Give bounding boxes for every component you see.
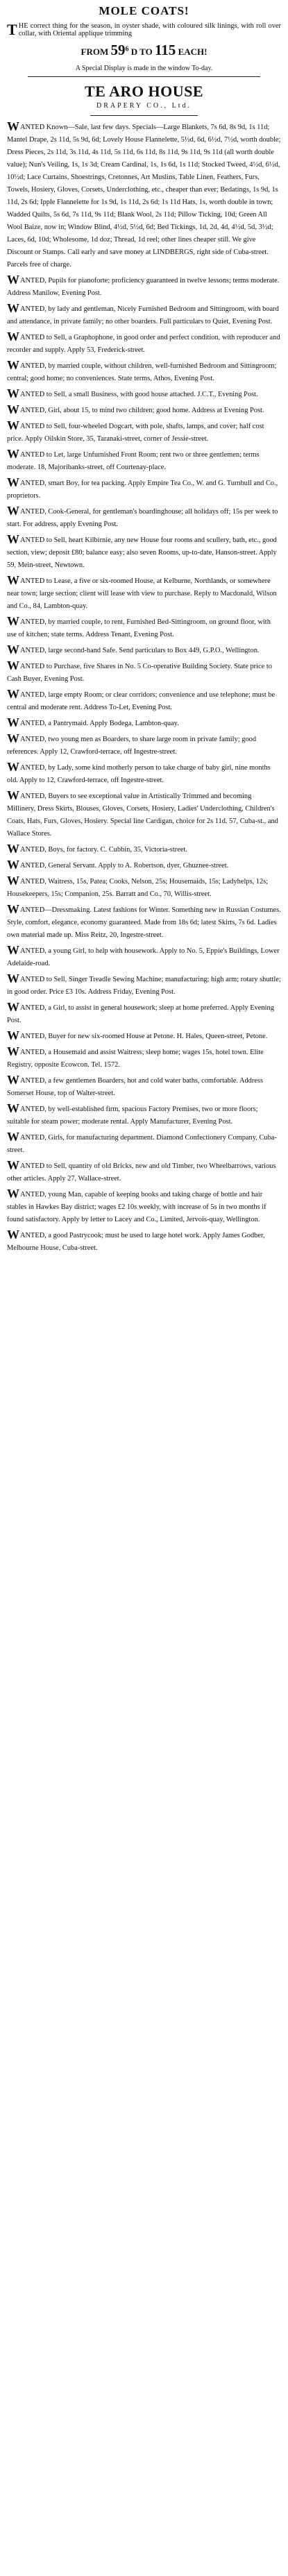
ad-drop-cap: W (7, 643, 19, 656)
classified-ad (7, 574, 281, 611)
newspaper-column (0, 0, 288, 1253)
ad-text: ANTED, by well-established firm, spacious Factory Premises, two or more floors; suitable for steam power; moderate rental. Apply Manufacturer, Evening Post. (7, 1105, 258, 1126)
intro-text: HE correct thing for the season, in oyster shade, with coloured silk linings, with roll over collar, with Oriental applique trimming (18, 22, 281, 38)
ad-drop-cap: W (7, 448, 19, 461)
ad-drop-cap: W (7, 858, 19, 872)
ad-drop-cap: W (7, 944, 19, 958)
classified-ad (7, 1001, 281, 1026)
ad-text: ANTED, by married couple, to rent, Furnished Bed-Sittingroom, on ground floor, with use of kitchen; state terms. Address Tenant, Evening Post. (7, 618, 271, 639)
ad-text: ANTED to Sell, four-wheeled Dogcart, with pole, shafts, lamps, and cover; half cost price. Apply Oilskin Store, 35, Taranaki-street, corner of Jessie-street. (7, 423, 264, 443)
classified-ad (7, 1074, 281, 1099)
ad-text: ANTED to Let, large Unfurnished Front Room; rent two or three gentlemen; terms moderate. 18, Majoribanks-street, off Courtenay-place. (7, 451, 260, 472)
ad-text: ANTED to Sell, a small Business, with good house attached. J.C.T., Evening Post. (20, 391, 258, 399)
ad-text: ANTED to Sell, quantity of old Bricks, new and old Timber, two Wheelbarrows, various other articles. Apply 27, Wallace-street. (7, 1162, 276, 1183)
classified-ad (7, 476, 281, 501)
classified-ad (7, 659, 281, 684)
ad-text: ANTED, by lady and gentleman, Nicely Furnished Bedroom and Sittingroom, with board and attendance, in private family; no other boarders. Full particulars to Quiet, Evening Post. (7, 305, 279, 326)
ad-drop-cap: W (7, 761, 19, 774)
classified-ad (7, 858, 281, 871)
ad-text: ANTED, two young men as Boarders, to share large room in private family; good references. Apply 12, Crawford-terrace, off Ingestre-street. (7, 736, 257, 756)
ad-drop-cap: W (7, 1130, 19, 1144)
classified-ad (7, 1228, 281, 1253)
classified-ad (7, 688, 281, 713)
classified-ad (7, 615, 281, 640)
classified-ad (7, 387, 281, 400)
ad-drop-cap: W (7, 419, 19, 433)
ad-text: ANTED, a good Pastrycook; must be used to large hotel work. Apply James Godber, Melbourne House, Cuba-street. (7, 1232, 265, 1253)
classified-ad (7, 716, 281, 729)
classified-ad (7, 972, 281, 997)
ad-drop-cap: W (7, 505, 19, 518)
classified-ad (7, 273, 281, 298)
ad-text: ANTED, by married couple, without children, well-furnished Bedroom and Sittingroom; central; good home; no conveniences. State terms, Athos, Evening Post. (7, 362, 277, 383)
ad-text: ANTED, Pupils for pianoforte; proficiency guaranteed in twelve lessons; terms moderate. Address Manilow, Evening Post. (7, 277, 280, 298)
classified-ad (7, 330, 281, 355)
classified-ad (7, 419, 281, 444)
divider (28, 76, 260, 77)
ad-text: ANTED to Sell, a Graphophone, in good order and perfect condition, with reproducer and recorder and supply. Apply 53, Frederick-street. (7, 334, 280, 355)
classified-ad (7, 120, 281, 270)
ad-drop-cap: W (7, 972, 19, 986)
ad-drop-cap: W (7, 476, 19, 490)
price-high: 115 (154, 42, 176, 59)
ad-text: ANTED, young Man, capable of keeping books and taking charge of bottle and hair stables in Hawkes Bay district; wages £2 10s weekly, with increase of 5s in two months if found satisfactory. Apply by letter to Lacey and Co., Limited, Jervois-quay, Wellington. (7, 1191, 266, 1224)
ad-drop-cap: W (7, 789, 19, 803)
ad-text: ANTED, by Lady, some kind motherly person to take charge of baby girl, nine months old. Apply to 12, Crawford-terrace, off Ingestre-street. (7, 764, 271, 785)
ad-text: ANTED to Lease, a five or six-roomed House, at Kelburne, Northlands, or somewhere near town; large section; client will lease with view to purchase. Reply to Macdonald, Wilson and Co., 84, Lambton-quay. (7, 577, 277, 611)
ad-text: ANTED, a few gentlemen Boarders, hot and cold water baths, comfortable. Address Somerset House, top of Walter-street. (7, 1077, 263, 1098)
price-to: D TO (130, 46, 153, 58)
ad-text: ANTED, Buyer for new six-roomed House at Petone. H. Hales, Queen-street, Petone. (20, 1033, 268, 1041)
ad-drop-cap: W (7, 903, 19, 917)
ad-drop-cap: W (7, 359, 19, 373)
classified-ad (7, 874, 281, 899)
ad-drop-cap: W (7, 403, 19, 416)
ad-text: ANTED, a Pantrymaid. Apply Bodega, Lambton-quay. (20, 720, 179, 728)
classified-ad (7, 761, 281, 786)
ad-text: ANTED, Boys, for factory. C. Cubbin, 35, Victoria-street. (20, 846, 187, 854)
classified-ad (7, 403, 281, 416)
store-subtitle: DRAPERY CO., Ltd. (96, 102, 192, 110)
classified-ad (7, 359, 281, 384)
mole-coats-intro (7, 22, 281, 37)
ad-text: ANTED, Buyers to see exceptional value in Artistically Trimmed and becoming Millinery, Dress Skirts, Blouses, Gloves, Corsets, Hosiery, Ladies' Underclothing, Children's Coats, Hats, Furs, Gloves, Hosiery. Special line Cardigan, choice for 2s 11d. 57, Cuba-st., and Wallace Stores. (7, 793, 278, 838)
classified-ad (7, 1187, 281, 1225)
classified-ads (7, 120, 281, 1253)
ad-drop-cap: W (7, 659, 19, 673)
classified-ad (7, 448, 281, 473)
classified-ad (7, 505, 281, 529)
store-name: TE ARO HOUSE (84, 83, 204, 101)
ad-drop-cap: W (7, 1074, 19, 1087)
price-line (7, 42, 281, 59)
ad-drop-cap: W (7, 1228, 19, 1242)
ad-text: ANTED, Waitress, 15s, Patea; Cooks, Nelson, 25s; Housemaids, 15s; Ladyhelps, 12s; Housekeepers, 15s; Companion, 25s. Barratt and Co., 70, Willis-street. (7, 878, 269, 899)
display-note: A Special Display is made in the window To-day. (75, 65, 213, 73)
ad-text: ANTED, a Housemaid and assist Waitress; sleep home; wages 15s, hotel town. Elite Registry, opposite Ecowcon. Tel. 1572. (7, 1049, 264, 1069)
ad-text: ANTED, a young Girl, to help with housework. Apply to No. 5, Eppie's Buildings, Lower Adelaide-road. (7, 947, 280, 968)
ad-drop-cap: W (7, 1187, 19, 1201)
mole-coats-heading: MOLE COATS! (99, 4, 189, 17)
classified-ad (7, 1130, 281, 1155)
ad-text: ANTED, Cook-General, for gentleman's boardinghouse; all holidays off; 15s per week to start. For address, apply Evening Post. (7, 508, 278, 529)
ad-drop-cap: W (7, 533, 19, 547)
ad-drop-cap: W (7, 688, 19, 702)
intro-drop-cap: T (7, 22, 17, 38)
classified-ad (7, 1159, 281, 1184)
ad-drop-cap: W (7, 874, 19, 888)
classified-ad (7, 842, 281, 855)
ad-text: ANTED to Purchase, five Shares in No. 5 Co-operative Building Society. State price to Cash Buyer, Evening Post. (7, 663, 272, 684)
ad-drop-cap: W (7, 1001, 19, 1015)
classified-ad (7, 944, 281, 969)
ad-drop-cap: W (7, 732, 19, 746)
ad-drop-cap: W (7, 1045, 19, 1059)
ad-text: ANTED to Sell, Singer Treadle Sewing Machine; manufacturing; high arm; rotary shuttle; in good order. Price £3 10s. Address Friday, Evening Post. (7, 976, 281, 997)
ad-drop-cap: W (7, 716, 19, 729)
ad-drop-cap: W (7, 120, 19, 134)
ad-drop-cap: W (7, 842, 19, 856)
ad-text: ANTED Known—Sale, last few days. Specials—Large Blankets, 7s 6d, 8s 9d, 1s 11d; Mantel Drape, 2s 11d, 5s 9d, 6d; Lovely House Flannelette, 5½d, 6d, 6½d, 7½d, worth double; Dress Pieces, 2s 11d, 3s 11d, 4s 11d, 5s 11d, 6s 11d, 8s 11d, 9s 11d, 9s 11d (all worth double value); Nun's Veiling, 1s, 1s 3d; Cream Cardinal, 1s, 1s 6d, 1s 11d; Stocked Tweed, 4½d, 6½d, 10½d; Lace Curtains, Shoestrings, Cretonnes, Art Muslins, Table Linen, Feathers, Furs, Towels, Hosiery, Gloves, Corsets, Underclothing, etc., cheaper than ever; Bedatings, 1s 9d, 1s 11d, 2s 6d; Ipple Flannelette for 1s 9d, 1s 11d, 2s 6d; 1s 11d Hats, 1s, worth double in town; Wadded Quilts, 5s 6d, 7s 11d, 9s 11d; Blank Wool, 2s 11d; Pillow Ticking, 10d; Green All Wool Baize, now in; Window Blind, 4½d, 5½d, 6d; Bed Tickings, 1d, 2d, 4d, 4½d, 5d, 3½d; Laces, 6d, 10d; Wholesome, 1d doz; Thread, 1d reel; other lines cheaper still. We give Discount or Stamps. Call early and save money at LINDBERGS, right side of Cuba-street. Parcels free of charge. (7, 124, 281, 269)
ad-drop-cap: W (7, 273, 19, 287)
classified-ad (7, 302, 281, 327)
price-low-pence: 6 (125, 46, 129, 54)
classified-ad (7, 732, 281, 757)
classified-ad (7, 1029, 281, 1042)
ad-text: ANTED, Girl, about 15, to mind two children; good home. Address at Evening Post. (20, 407, 264, 415)
price-each: EACH! (178, 46, 207, 58)
classified-ad (7, 1102, 281, 1127)
ad-drop-cap: W (7, 302, 19, 316)
classified-ad (7, 533, 281, 570)
ad-text: ANTED—Dressmaking. Latest fashions for Winter. Something new in Russian Costumes. Style, comfort, elegance, economy guaranteed. Made from 18s 6d; latest Skirts, 7s 6d. Ladies own material made up. Miss Reitz, 20, Ingestre-street. (7, 906, 281, 940)
divider-short (90, 115, 198, 116)
classified-ad (7, 643, 281, 656)
ad-text: ANTED, General Servant. Apply to A. Robertson, dyer, Ghuznee-street. (20, 862, 229, 870)
classified-ad (7, 1045, 281, 1070)
ad-text: ANTED to Sell, heart Kilbirnie, any new House four rooms and scullery, bath, etc., good section, view; deposit £80; balance easy; also seven Rooms, up-to-date, Hanson-street. Apply 59, Mein-street, Newtown. (7, 536, 277, 570)
price-from: FROM (81, 46, 109, 58)
classified-ad (7, 903, 281, 940)
ad-drop-cap: W (7, 574, 19, 588)
ad-drop-cap: W (7, 387, 19, 400)
ad-text: ANTED, large second-hand Safe. Send particulars to Box 449, G.P.O., Wellington. (20, 647, 260, 655)
ad-text: ANTED, Girls, for manufacturing department. Diamond Confectionery Company, Cuba-street. (7, 1134, 277, 1155)
ad-text: ANTED, smart Boy, for tea packing. Apply Empire Tea Co., W. and G. Turnbull and Co., proprietors. (7, 480, 278, 500)
ad-drop-cap: W (7, 330, 19, 344)
ad-drop-cap: W (7, 1102, 19, 1116)
ad-drop-cap: W (7, 1029, 19, 1042)
ad-drop-cap: W (7, 615, 19, 629)
ad-text: ANTED, a Girl, to assist in general housework; sleep at home preferred. Apply Evening Post. (7, 1004, 274, 1025)
classified-ad (7, 789, 281, 839)
price-low: 59 (110, 42, 126, 59)
ad-text: ANTED, large empty Room; or clear corridors; convenience and use telephone; must be central and moderate rent. Address To-Let, Evening Post. (7, 691, 276, 712)
ad-drop-cap: W (7, 1159, 19, 1173)
